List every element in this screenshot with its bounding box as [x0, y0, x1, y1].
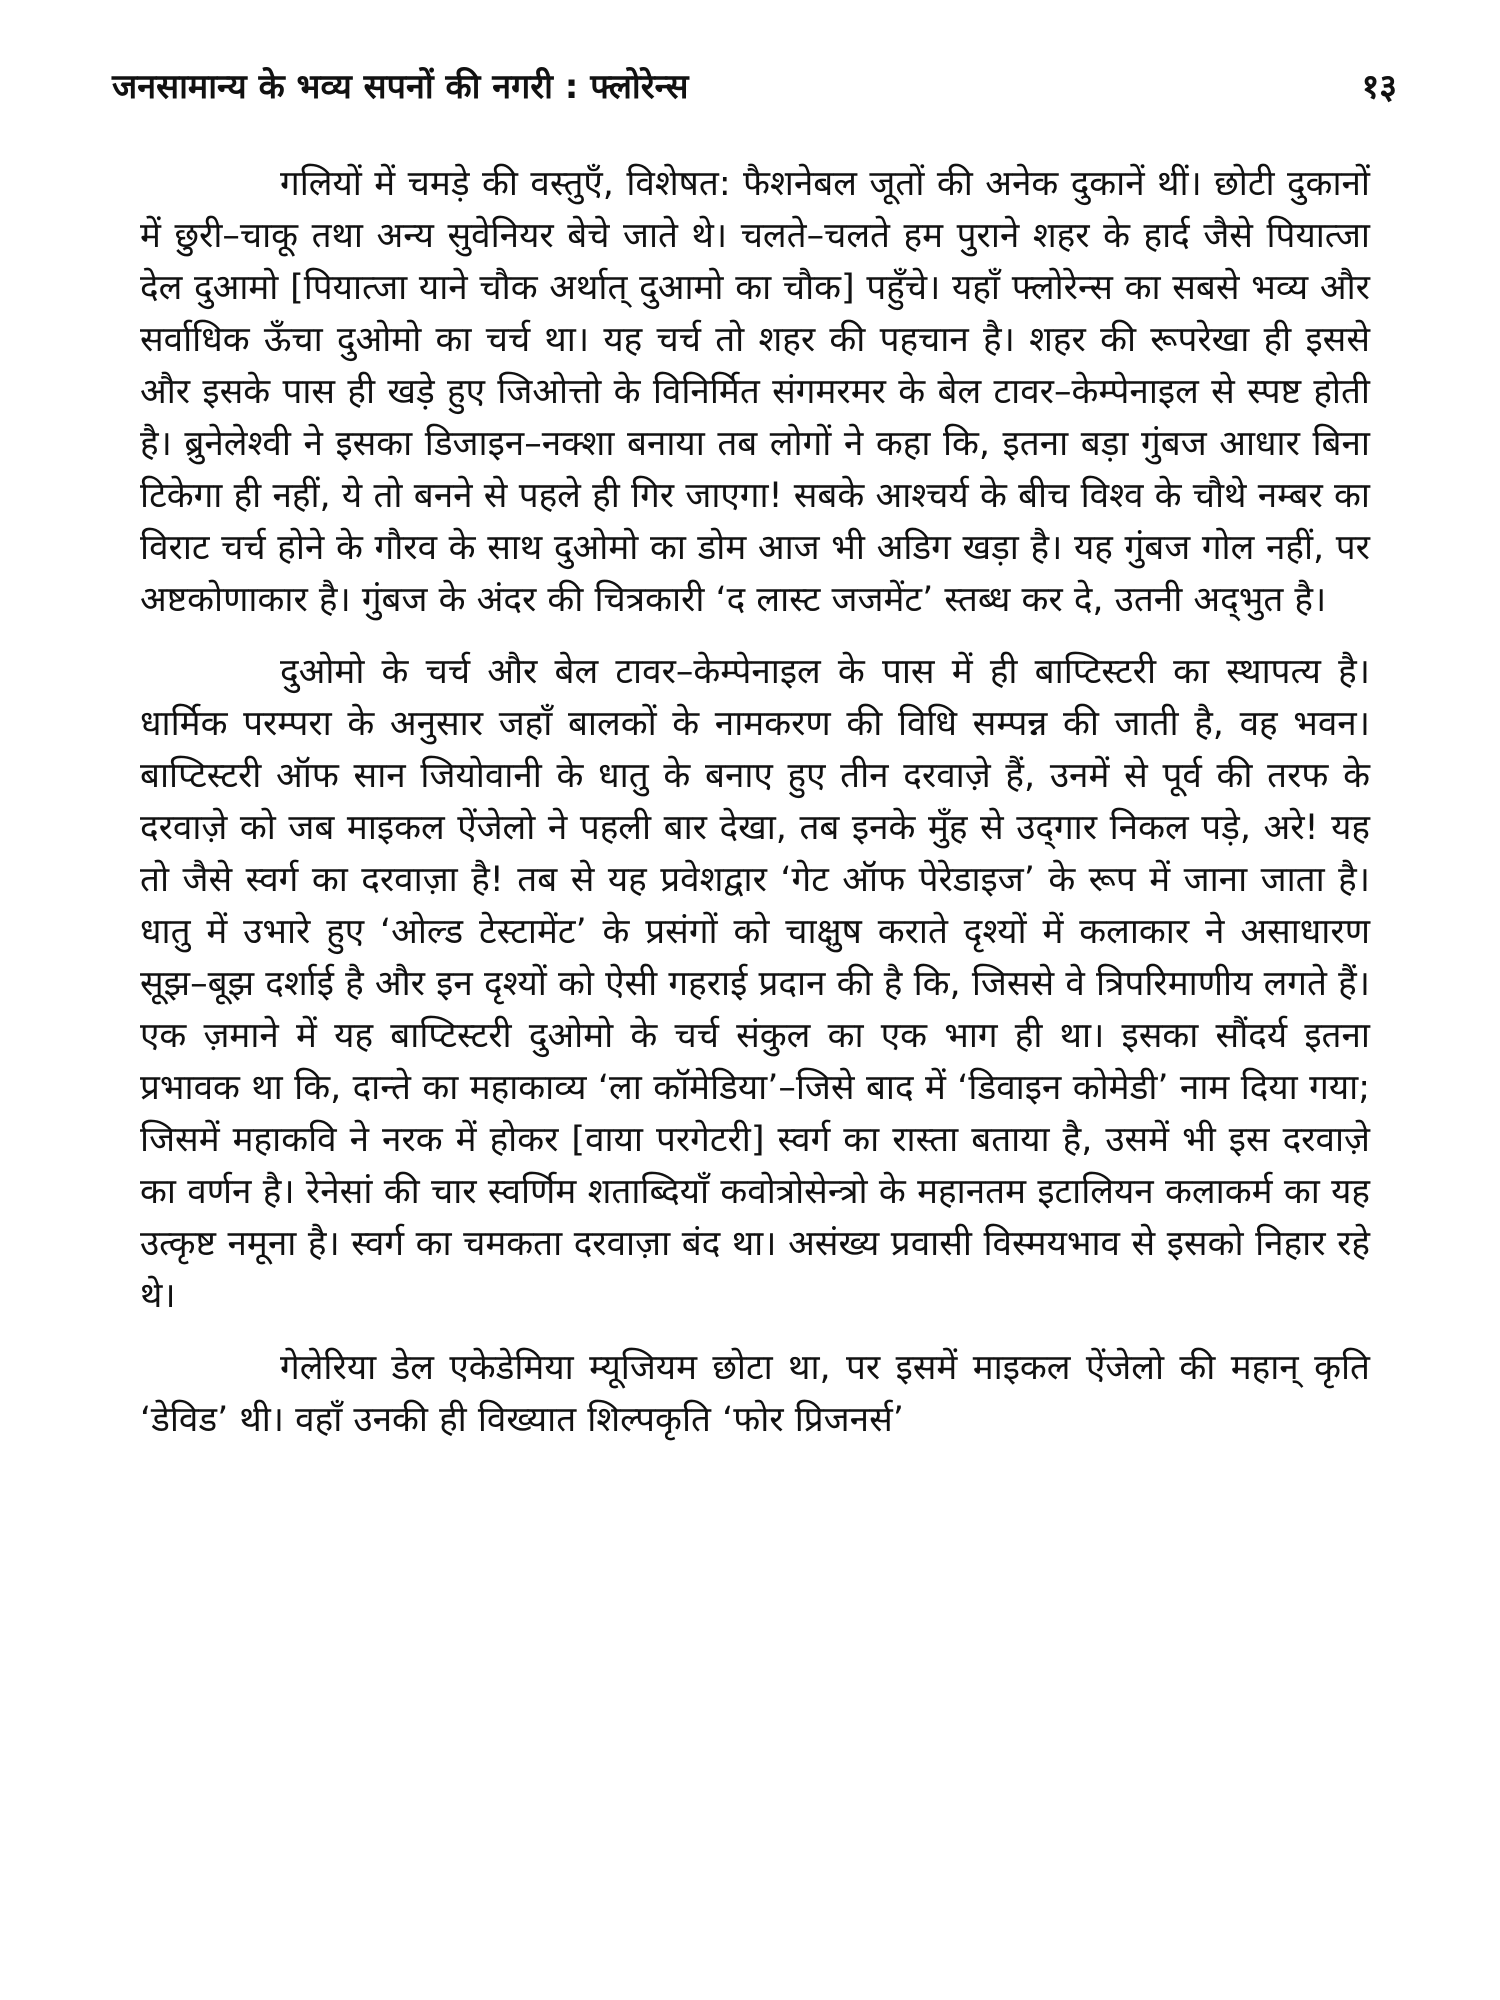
paragraph-baptistery: दुओमो के चर्च और बेल टावर–केम्पेनाइल के पास में ही बाप्टिस्टरी का स्थापत्य है। धार्मिक परम्परा के अनुसार जहाँ बालकों के नामकरण की विधि सम्पन्न की जाती है, वह भवन। बाप्टिस्टरी ऑफ सान जियोवानी के धातु के बनाए हुए तीन दरवाज़े हैं, उनमें से पूर्व की तरफ के दरवाज़े को जब माइकल ऐंजेलो ने पहली बार देखा, तब इनके मुँह से उद्‌गार निकल पड़े, अरे! यह तो जैसे स्वर्ग का दरवाज़ा है! तब से यह प्रवेशद्वार ‘गेट ऑफ पेरेडाइज’ के रूप में जाना जाता है। धातु में उभारे हुए ‘ओल्ड टेस्टामेंट’ के प्रसंगों को चाक्षुष कराते दृश्यों में कलाकार ने असाधारण सूझ–बूझ दर्शाई है और इन दृश्यों को ऐसी गहराई प्रदान की है कि, जिससे वे त्रिपरिमाणीय लगते हैं। एक ज़माने में यह बाप्टिस्टरी दुओमो के चर्च संकुल का एक भाग ही था। इसका सौंदर्य इतना प्रभावक था कि, दान्ते का महाकाव्य ‘ला कॉमेडिया’–जिसे बाद में ‘डिवाइन कोमेडी’ नाम दिया गया; जिसमें महाकवि ने नरक में होकर [वाया परगेटरी] स्वर्ग का रास्ता बताया है, उसमें भी इस दरवाज़े का वर्णन है। रेनेसां की चार स्वर्णिम शताब्दियाँ कवोत्रोसेन्त्रो के महानतम इटालियन कलाकर्म का यह उत्कृष्ट नमूना है। स्वर्ग का चमकता दरवाज़ा बंद था। असंख्य प्रवासी विस्मयभाव से इसको निहार रहे थे। — [140, 652, 1370, 1316]
chapter-title: जनसामान्य के भव्य सपनों की नगरी : फ्लोरेन्स — [112, 67, 689, 107]
paragraph-florence-streets-duomo: गलियों में चमड़े की वस्तुएँ, विशेषत: फैशनेबल जूतों की अनेक दुकानें थीं। छोटी दुकानों में छुरी–चाकू तथा अन्य सुवेनियर बेचे जाते थे। चलते–चलते हम पुराने शहर के हार्द जैसे पियात्जा देल दुआमो [पियात्जा याने चौक अर्थात् दुआमो का चौक] पहुँचे। यहाँ फ्लोरेन्स का सबसे भव्य और सर्वाधिक ऊँचा दुओमो का चर्च था। यह चर्च तो शहर की पहचान है। शहर की रूपरेखा ही इससे और इसके पास ही खड़े हुए जिओत्तो के विनिर्मित संगमरमर के बेल टावर–केम्पेनाइल से स्पष्ट होती है। ब्रुनेलेश्वी ने इसका डिजाइन–नक्शा बनाया तब लोगों ने कहा कि, इतना बड़ा गुंबज आधार बिना टिकेगा ही नहीं, ये तो बनने से पहले ही गिर जाएगा! सबके आश्चर्य के बीच विश्व के चौथे नम्बर का विराट चर्च होने के गौरव के साथ दुओमो का डोम आज भी अडिग खड़ा है। यह गुंबज गोल नहीं, पर अष्टकोणाकार है। गुंबज के अंदर की चित्रकारी ‘द लास्ट जजमेंट’ स्तब्ध कर दे, उतनी अद्‌भुत है। — [140, 164, 1370, 620]
page-number: १३ — [1361, 67, 1397, 107]
body-text — [140, 158, 1370, 1466]
running-header — [112, 62, 1397, 122]
paragraph-galleria-accademia: गेलेरिया डेल एकेडेमिया म्यूजियम छोटा था, पर इसमें माइकल ऐंजेलो की महान् कृति ‘डेविड’ थी। वहाँ उनकी ही विख्यात शिल्पकृति ‘फोर प्रिजनर्स’ — [140, 1348, 1370, 1440]
